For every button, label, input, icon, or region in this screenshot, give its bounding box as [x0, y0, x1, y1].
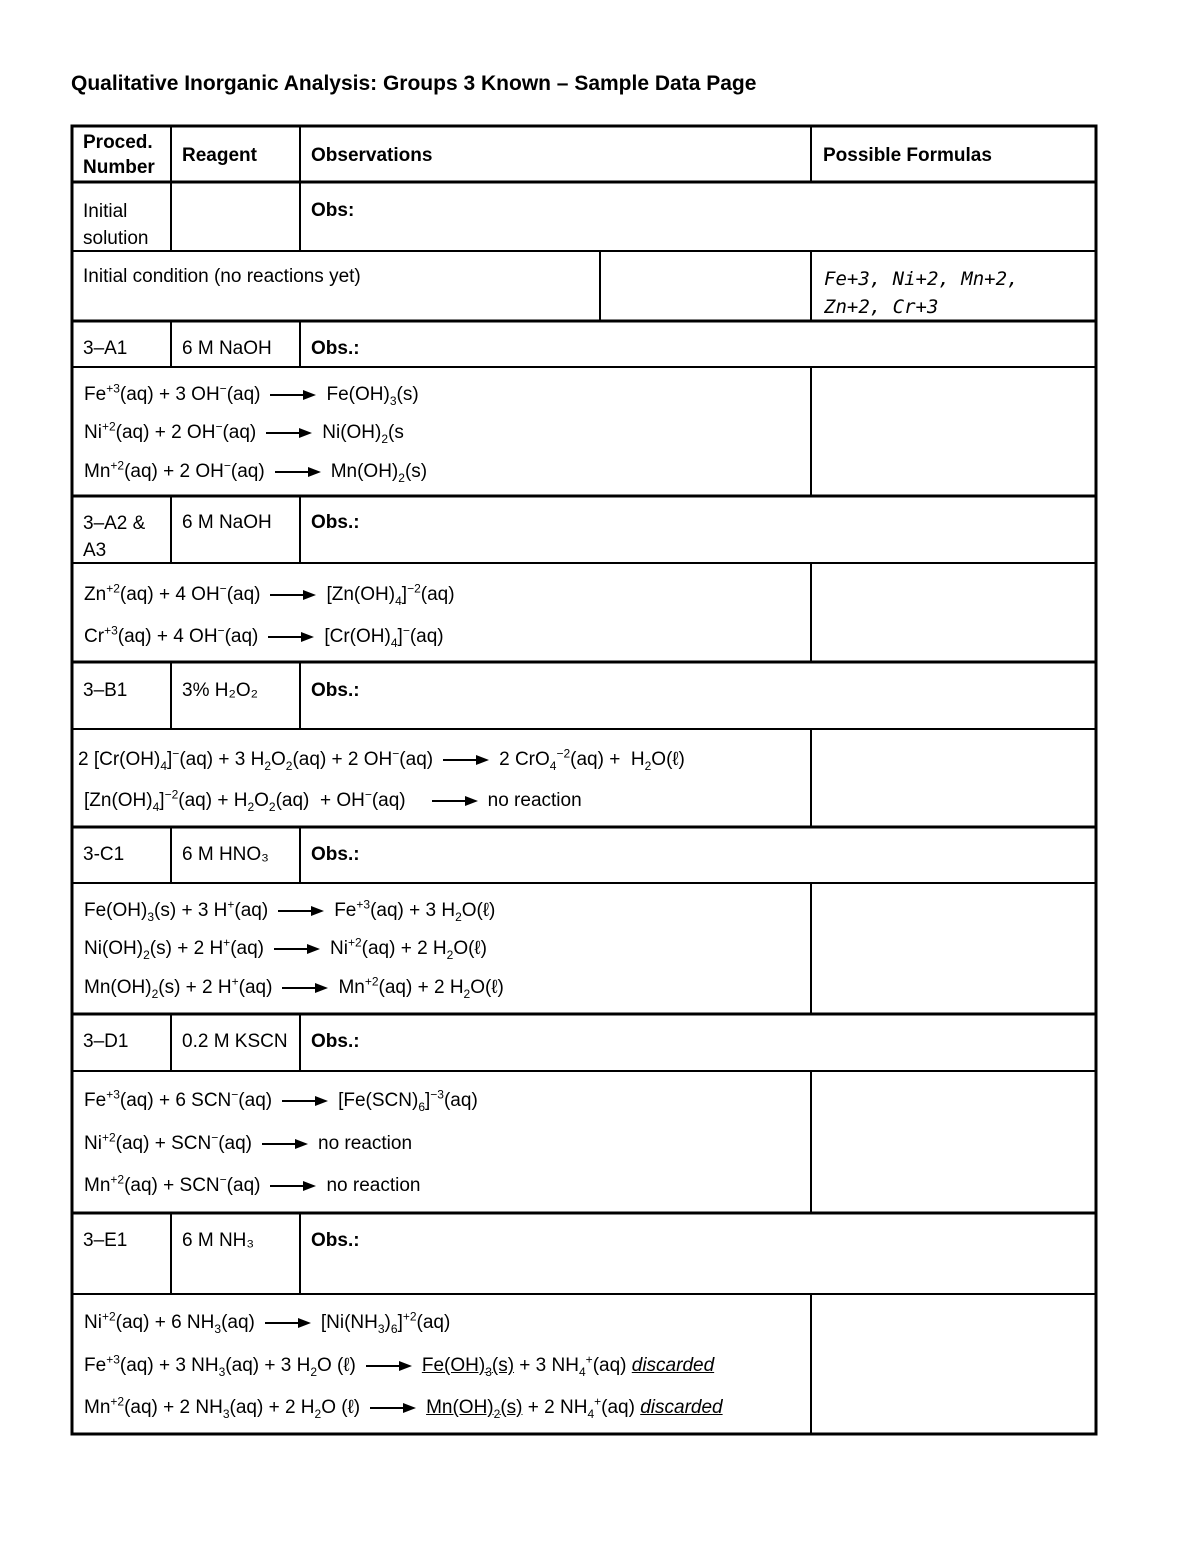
arrow-icon: [270, 1181, 316, 1191]
equation: $Ni(OH)_2(s) + 2$ H+(aq) $Ni^{+2}(aq) + 2$ $H_2O(\ell)$: [84, 935, 487, 962]
step-reagent: 6 M NaOH: [182, 338, 272, 359]
arrow-icon: [366, 1361, 412, 1371]
handwritten-formulas-line2: Zn+2, Cr+3: [824, 296, 939, 318]
step-number: 3-C1: [83, 844, 125, 865]
obs-label: Obs.:: [311, 844, 360, 865]
step-reagent: 6 M NaOH: [182, 512, 272, 533]
equation: $Cr^{+3}(aq) + 4$ OH−(aq) $[Cr(OH)_4]^-(aq)$: [84, 623, 444, 650]
equation: $Ni^{+2}(aq) + SCN^-(aq)$ no reaction: [84, 1130, 413, 1154]
equations-c1: [72, 883, 811, 1014]
step-number: 3–A1: [83, 338, 128, 359]
arrow-icon: [262, 1139, 308, 1149]
arrow-icon: [370, 1403, 416, 1413]
step-number: 3–A2 & A3: [83, 513, 146, 561]
obs-label: Obs.:: [311, 680, 360, 701]
equations-e1: [72, 1294, 811, 1434]
step-number: 3–E1: [83, 1230, 128, 1251]
equation: $Zn^{+2}(aq) + 4$ OH−(aq) $[Zn(OH)_4]^{-2}(aq)$: [84, 581, 455, 608]
equations-a2: [72, 563, 811, 662]
header-proced-number: Proced. Number: [83, 132, 155, 178]
equation: $[Zn(OH)_4]^{-2}(aq) + H_2O_2(aq) + OH^-(aq)$ no reaction: [84, 787, 582, 814]
equations-d1: [72, 1071, 811, 1213]
initial-obs-label: Obs:: [311, 200, 355, 221]
page-title: Qualitative Inorganic Analysis: Groups 3 Known – Sample Data Page: [71, 72, 757, 95]
arrow-icon: [266, 428, 312, 438]
step-reagent: 0.2 M KSCN: [182, 1031, 288, 1052]
arrow-icon: [432, 796, 478, 806]
arrow-icon: [265, 1318, 311, 1328]
arrow-icon: [282, 1096, 328, 1106]
initial-condition-label: Initial condition (no reactions yet): [83, 266, 361, 287]
handwritten-formulas-line1: Fe+3, Ni+2, Mn+2,: [824, 268, 1019, 290]
obs-label: Obs.:: [311, 1230, 360, 1251]
obs-label: Obs.:: [311, 512, 360, 533]
equation: $Mn^{+2}(aq) + SCN^-(aq)$ no reaction: [84, 1172, 421, 1196]
equation: $Ni^{+2}(aq) + 6$ $NH_3(aq)$ $[Ni(NH_3)_6]^{+2}(aq)$: [84, 1309, 451, 1336]
arrow-icon: [443, 755, 489, 765]
initial-solution-label: Initial solution: [83, 201, 149, 249]
equation: $Mn(OH)_2(s) + 2$ H+(aq) $Mn^{+2}(aq) + 2$ $H_2O(\ell)$: [84, 974, 504, 1001]
equation: 2 $[Cr(OH)_4]^-(aq) + 3$ $H_2O_2(aq) + 2$ OH−(aq) 2 $CrO_4^{-2}(aq) + H_2O(\ell)$: [78, 746, 685, 773]
equation: $Fe^{+3}(aq) + 3$ $NH_3(aq) + 3$ $H_2O$ (ℓ) $Fe(OH)_3(s) + 3$ $NH_4^+(aq)$ discarded: [84, 1352, 715, 1379]
header-observations: Observations: [311, 145, 433, 166]
equations-b1: [72, 729, 811, 827]
arrow-icon: [270, 390, 316, 400]
header-reagent: Reagent: [182, 145, 257, 166]
equation: $Fe^{+3}(aq) + 3$ OH−(aq) $Fe(OH)_3(s)$: [84, 381, 419, 408]
arrow-icon: [268, 632, 314, 642]
obs-label: Obs.:: [311, 338, 360, 359]
arrow-icon: [270, 590, 316, 600]
step-number: 3–B1: [83, 680, 128, 701]
arrow-icon: [278, 906, 324, 916]
step-reagent: 6 M HNO₃: [182, 844, 269, 865]
arrow-icon: [274, 944, 320, 954]
equation: $Mn^{+2}(aq) + 2$ $NH_3(aq) + 2$ $H_2O$ (ℓ) $Mn(OH)_2(s) + 2$ $NH_4^+(aq)$ discarded: [84, 1394, 723, 1421]
obs-label: Obs.:: [311, 1031, 360, 1052]
arrow-icon: [282, 983, 328, 993]
equation: $Mn^{+2}(aq) + 2$ OH−(aq) $Mn(OH)_2(s)$: [84, 458, 428, 485]
equation: $Fe(OH)_3(s) + 3$ H+(aq) $Fe^{+3}(aq) + 3$ $H_2O(\ell)$: [84, 897, 496, 924]
equation: $Ni^{+2}(aq) + 2$ OH−(aq) $Ni(OH)_2(s$: [84, 419, 404, 446]
step-reagent: 3% H₂O₂: [182, 680, 258, 701]
step-reagent: 6 M NH₃: [182, 1230, 255, 1251]
equation: $Fe^{+3}(aq) + 6$ SCN−(aq) $[Fe(SCN)_6]^{-3}(aq)$: [84, 1087, 478, 1114]
header-possible-formulas: Possible Formulas: [823, 145, 992, 166]
step-number: 3–D1: [83, 1031, 129, 1052]
arrow-icon: [275, 467, 321, 477]
equations-a1: [72, 367, 811, 496]
